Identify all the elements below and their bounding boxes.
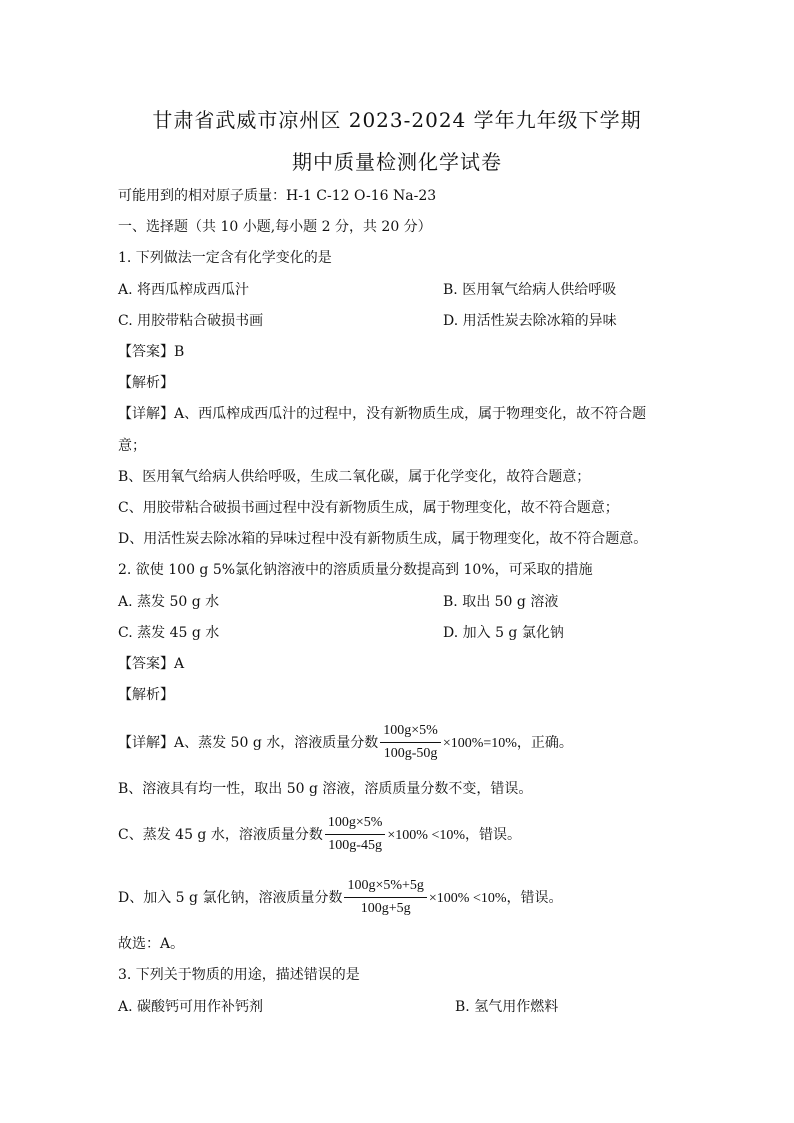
atomic-masses-note: 可能用到的相对原子质量：H-1 C-12 O-16 Na-23 — [118, 188, 437, 204]
question-2-option-c: C. 蒸发 45 g 水 — [118, 625, 220, 641]
detail-a-text: 【详解】A、蒸发 50 g 水，溶液质量分数 — [118, 735, 379, 751]
fraction-c-numerator: 100g×5% — [325, 814, 386, 835]
question-2-detail-c — [118, 806, 521, 862]
question-1-option-a: A. 将西瓜榨成西瓜汁 — [118, 282, 250, 298]
question-1-analysis-label: 【解析】 — [118, 375, 174, 391]
question-1-option-c: C. 用胶带粘合破损书画 — [118, 313, 264, 329]
question-1-detail-b: B、医用氧气给病人供给呼吸，生成二氧化碳，属于化学变化，故符合题意； — [118, 469, 591, 485]
fraction-d-numerator: 100g×5%+5g — [344, 877, 426, 898]
detail-c-result: ×100% <10%，错误。 — [387, 828, 522, 843]
fraction-a — [380, 722, 441, 763]
fraction-d — [344, 877, 426, 918]
question-1-detail-c: C、用胶带粘合破损书画过程中没有新物质生成，属于物理变化，故不符合题意； — [118, 500, 619, 516]
fraction-a-denominator: 100g-50g — [383, 745, 438, 761]
question-2-detail-b: B、溶液具有均一性，取出 50 g 溶液，溶质质量分数不变，错误。 — [118, 781, 533, 797]
question-2-option-b: B. 取出 50 g 溶液 — [443, 594, 559, 610]
question-1-stem: 1. 下列做法一定含有化学变化的是 — [118, 250, 332, 266]
detail-c-text: C、蒸发 45 g 水，溶液质量分数 — [118, 827, 323, 843]
page-title-line-2: 期中质量检测化学试卷 — [292, 150, 502, 174]
detail-d-result: ×100% <10%，错误。 — [428, 891, 563, 906]
section-heading-choice: 一、选择题（共 10 小题,每小题 2 分，共 20 分） — [118, 219, 432, 235]
question-3-stem: 3. 下列关于物质的用途，描述错误的是 — [118, 967, 360, 983]
fraction-c — [325, 814, 386, 855]
question-3-option-a: A. 碳酸钙可用作补钙剂 — [118, 999, 264, 1015]
fraction-c-denominator: 100g-45g — [328, 837, 382, 853]
question-2-detail-a — [118, 714, 573, 770]
question-1-detail-a-cont: 意； — [118, 438, 146, 454]
question-1-detail-d: D、用活性炭去除冰箱的异味过程中没有新物质生成，属于物理变化，故不符合题意。 — [118, 531, 648, 547]
question-3-option-b: B. 氢气用作燃料 — [455, 999, 559, 1015]
fraction-a-numerator: 100g×5% — [380, 722, 441, 743]
question-1-option-d: D. 用活性炭去除冰箱的异味 — [443, 313, 617, 329]
detail-d-text: D、加入 5 g 氯化钠，溶液质量分数 — [118, 890, 343, 906]
question-1-answer: 【答案】B — [118, 344, 185, 360]
question-2-analysis-label: 【解析】 — [118, 687, 174, 703]
question-2-option-d: D. 加入 5 g 氯化钠 — [443, 625, 564, 641]
question-1-option-b: B. 医用氧气给病人供给呼吸 — [443, 282, 617, 298]
question-2-option-a: A. 蒸发 50 g 水 — [118, 594, 220, 610]
question-2-conclusion: 故选：A。 — [118, 936, 185, 952]
fraction-d-denominator: 100g+5g — [360, 900, 411, 916]
detail-a-result: ×100%=10%，正确。 — [442, 736, 573, 751]
question-2-answer: 【答案】A — [118, 656, 185, 672]
page-title-line-1: 甘肃省武威市凉州区 2023-2024 学年九年级下学期 — [152, 108, 642, 132]
question-2-detail-d — [118, 869, 563, 925]
question-2-stem: 2. 欲使 100 g 5%氯化钠溶液中的溶质质量分数提高到 10%，可采取的措施 — [118, 562, 593, 578]
question-1-detail-a: 【详解】A、西瓜榨成西瓜汁的过程中，没有新物质生成，属于物理变化，故不符合题 — [118, 406, 647, 422]
